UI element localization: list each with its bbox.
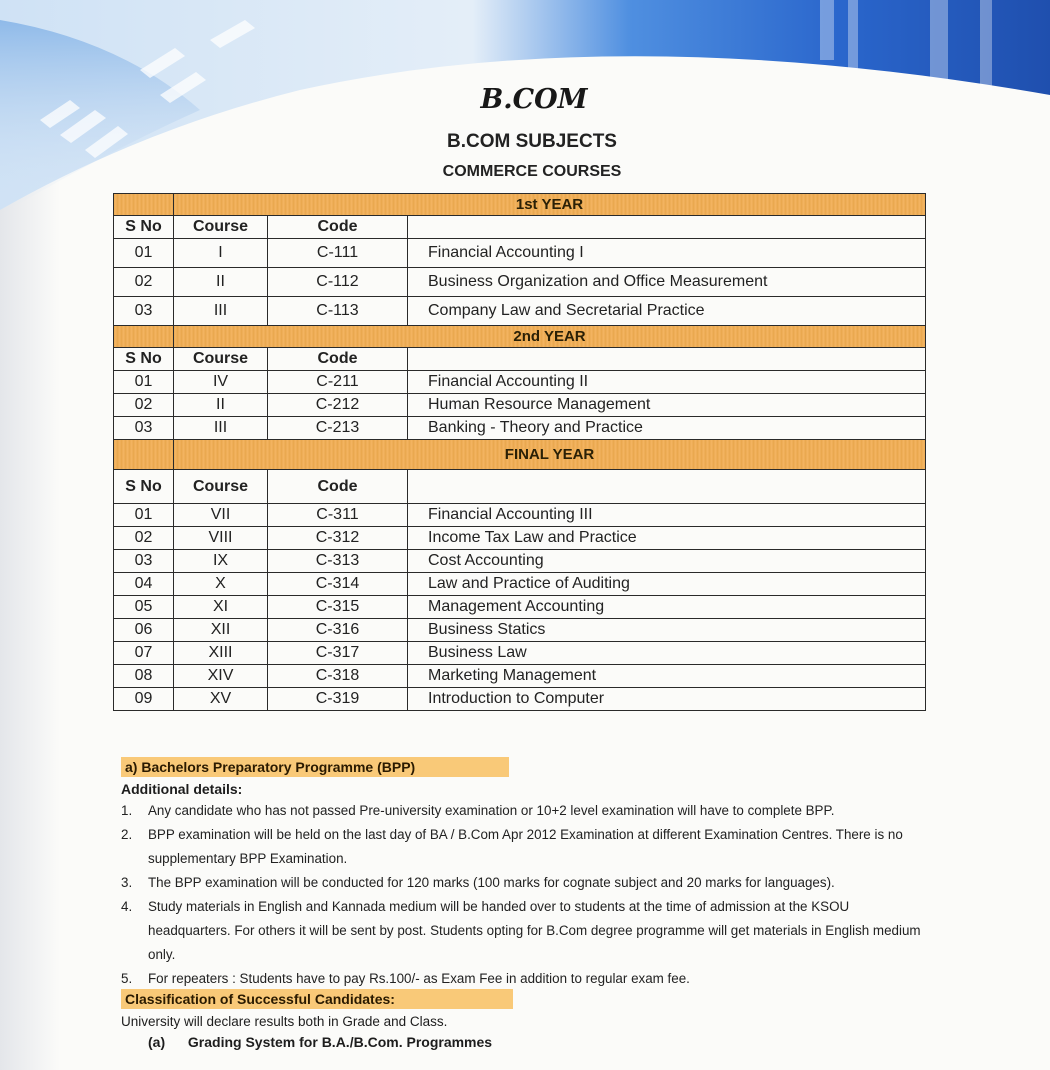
additional-details-label: Additional details: — [121, 781, 243, 797]
list-item-text: The BPP examination will be conducted for 120 marks (100 marks for cognate subject and 20 marks for languages). — [148, 875, 835, 890]
year-band-row — [114, 440, 926, 470]
list-item-number: 2. — [121, 827, 133, 842]
cell-code: C-314 — [268, 573, 408, 596]
list-item — [121, 967, 931, 991]
table-row — [114, 573, 926, 596]
list-item-number: 5. — [121, 971, 133, 986]
list-item-text: Study materials in English and Kannada medium will be handed over to students at the time of admission at the KSOU headquarters. For others it will be sent by post. Students opting for B.Com degree programme will get materials in English medium only. — [148, 899, 921, 962]
table-row — [114, 504, 926, 527]
year-band-spacer — [114, 440, 174, 470]
cell-code: C-113 — [268, 297, 408, 326]
courses-table — [113, 193, 926, 711]
table-row — [114, 550, 926, 573]
header-sno: S No — [114, 216, 174, 239]
grading-text: Grading System for B.A./B.Com. Programmes — [187, 1034, 493, 1050]
cell-sno: 02 — [114, 394, 174, 417]
cell-subject: Business Law — [408, 642, 926, 665]
cell-code: C-317 — [268, 642, 408, 665]
list-item — [121, 799, 931, 823]
bpp-details-list — [121, 799, 931, 991]
table-header-row — [114, 216, 926, 239]
year-label: 2nd YEAR — [174, 326, 926, 348]
table-row — [114, 688, 926, 711]
cell-sno: 03 — [114, 417, 174, 440]
cell-code: C-316 — [268, 619, 408, 642]
cell-course: VII — [174, 504, 268, 527]
cell-course: III — [174, 417, 268, 440]
list-item — [121, 871, 931, 895]
page-subheading: COMMERCE COURSES — [442, 163, 622, 180]
cell-course: XI — [174, 596, 268, 619]
cell-course: II — [174, 394, 268, 417]
cell-subject: Introduction to Computer — [408, 688, 926, 711]
cell-sno: 04 — [114, 573, 174, 596]
year-label: 1st YEAR — [174, 194, 926, 216]
cell-sno: 02 — [114, 527, 174, 550]
cell-subject: Law and Practice of Auditing — [408, 573, 926, 596]
cell-code: C-318 — [268, 665, 408, 688]
list-item-number: 3. — [121, 875, 133, 890]
cell-subject: Income Tax Law and Practice — [408, 527, 926, 550]
cell-subject: Business Statics — [408, 619, 926, 642]
header-sno: S No — [114, 348, 174, 371]
header-code: Code — [268, 216, 408, 239]
cell-course: III — [174, 297, 268, 326]
cell-sno: 06 — [114, 619, 174, 642]
list-item — [121, 823, 931, 871]
cell-subject: Cost Accounting — [408, 550, 926, 573]
list-item-text: Any candidate who has not passed Pre-university examination or 10+2 level examination will have to complete BPP. — [148, 803, 835, 818]
cell-code: C-315 — [268, 596, 408, 619]
cell-code: C-111 — [268, 239, 408, 268]
list-item-text: BPP examination will be held on the last day of BA / B.Com Apr 2012 Examination at different Examination Centres. There is no supplementary BPP Examination. — [148, 827, 903, 866]
grading-system-line — [148, 1034, 492, 1050]
table-row — [114, 239, 926, 268]
cell-code: C-313 — [268, 550, 408, 573]
header-name — [408, 470, 926, 504]
table-row — [114, 527, 926, 550]
table-row — [114, 619, 926, 642]
cell-subject: Company Law and Secretarial Practice — [408, 297, 926, 326]
cell-sno: 01 — [114, 504, 174, 527]
header-name — [408, 348, 926, 371]
table-row — [114, 394, 926, 417]
cell-code: C-311 — [268, 504, 408, 527]
cell-course: I — [174, 239, 268, 268]
grading-label: (a) — [148, 1034, 166, 1050]
year-band-row — [114, 194, 926, 216]
bpp-heading: a) Bachelors Preparatory Programme (BPP) — [121, 757, 509, 777]
table-row — [114, 268, 926, 297]
table-row — [114, 417, 926, 440]
year-band-spacer — [114, 194, 174, 216]
header-code: Code — [268, 348, 408, 371]
cell-course: IX — [174, 550, 268, 573]
list-item-number: 1. — [121, 803, 133, 818]
header-code: Code — [268, 470, 408, 504]
header-course: Course — [174, 216, 268, 239]
cell-sno: 03 — [114, 297, 174, 326]
cell-course: II — [174, 268, 268, 297]
list-item-text: For repeaters : Students have to pay Rs.100/- as Exam Fee in addition to regular exam fee. — [148, 971, 690, 986]
cell-sno: 08 — [114, 665, 174, 688]
header-name — [408, 216, 926, 239]
header-sno: S No — [114, 470, 174, 504]
cell-sno: 01 — [114, 371, 174, 394]
cell-subject: Business Organization and Office Measurement — [408, 268, 926, 297]
table-row — [114, 642, 926, 665]
cell-code: C-211 — [268, 371, 408, 394]
header-course: Course — [174, 348, 268, 371]
cell-course: XIII — [174, 642, 268, 665]
cell-course: X — [174, 573, 268, 596]
table-row — [114, 596, 926, 619]
page-title: B.COM — [480, 84, 588, 115]
cell-code: C-212 — [268, 394, 408, 417]
cell-subject: Financial Accounting I — [408, 239, 926, 268]
classification-text: University will declare results both in Grade and Class. — [121, 1014, 448, 1029]
table-row — [114, 297, 926, 326]
classification-heading: Classification of Successful Candidates: — [121, 989, 513, 1009]
cell-course: IV — [174, 371, 268, 394]
cell-course: XIV — [174, 665, 268, 688]
table-header-row — [114, 470, 926, 504]
header-course: Course — [174, 470, 268, 504]
cell-code: C-312 — [268, 527, 408, 550]
page-subtitle: B.COM SUBJECTS — [447, 131, 617, 152]
table-row — [114, 665, 926, 688]
list-item — [121, 895, 931, 967]
cell-subject: Human Resource Management — [408, 394, 926, 417]
cell-sno: 05 — [114, 596, 174, 619]
table-row — [114, 371, 926, 394]
cell-code: C-213 — [268, 417, 408, 440]
cell-course: VIII — [174, 527, 268, 550]
cell-code: C-112 — [268, 268, 408, 297]
cell-subject: Financial Accounting III — [408, 504, 926, 527]
cell-course: XII — [174, 619, 268, 642]
table-header-row — [114, 348, 926, 371]
cell-sno: 09 — [114, 688, 174, 711]
cell-subject: Marketing Management — [408, 665, 926, 688]
cell-course: XV — [174, 688, 268, 711]
cell-sno: 01 — [114, 239, 174, 268]
cell-subject: Management Accounting — [408, 596, 926, 619]
cell-sno: 03 — [114, 550, 174, 573]
year-label: FINAL YEAR — [174, 440, 926, 470]
list-item-number: 4. — [121, 899, 133, 914]
cell-subject: Financial Accounting II — [408, 371, 926, 394]
year-band-spacer — [114, 326, 174, 348]
year-band-row — [114, 326, 926, 348]
cell-sno: 02 — [114, 268, 174, 297]
cell-subject: Banking - Theory and Practice — [408, 417, 926, 440]
cell-sno: 07 — [114, 642, 174, 665]
cell-code: C-319 — [268, 688, 408, 711]
